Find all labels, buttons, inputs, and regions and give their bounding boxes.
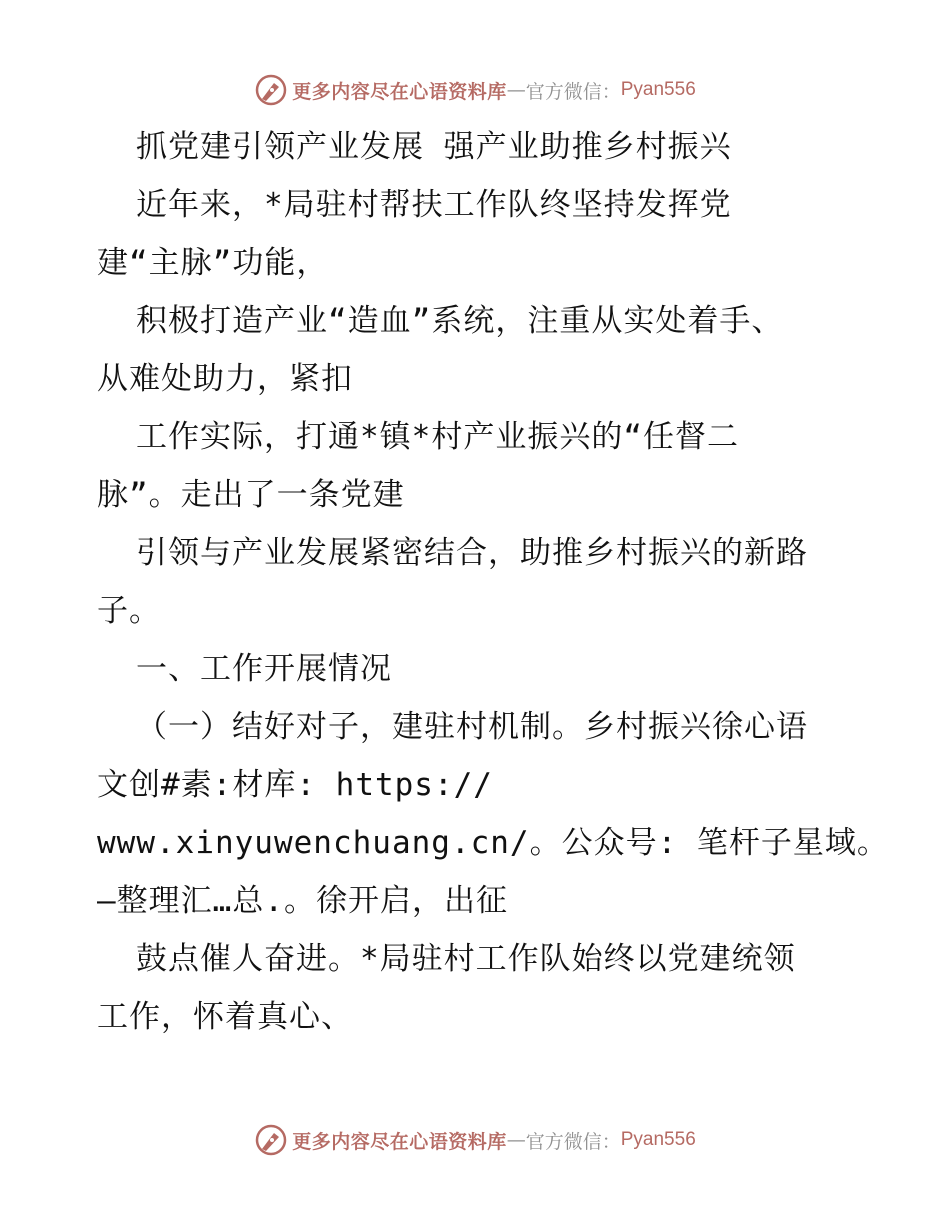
document-title: 抓党建引领产业发展 强产业助推乡村振兴 — [136, 129, 732, 165]
paragraph-line: www.xinyuwenchuang.cn/。公众号: 笔杆子星域。 — [97, 825, 889, 861]
paragraph-line: 建“主脉”功能， — [97, 245, 329, 281]
paragraph-line: 鼓点催人奋进。*局驻村工作队始终以党建统领 — [136, 941, 796, 977]
paragraph-line: 从难处助力，紧扣 — [97, 361, 353, 397]
watermark-separator: — — [506, 79, 526, 101]
paragraph-line: —整理汇…总.。徐开启，出征 — [97, 883, 508, 919]
watermark-text: 更多内容尽在心语资料库 — [292, 80, 507, 103]
section-heading: 一、工作开展情况 — [136, 651, 392, 687]
watermark-text: 更多内容尽在心语资料库 — [292, 1130, 507, 1153]
watermark-id: Pyan556 — [620, 1129, 696, 1150]
watermark-suffix: 官方微信： — [525, 1130, 621, 1153]
watermark-id: Pyan556 — [620, 79, 696, 100]
paragraph-line: 近年来，*局驻村帮扶工作队终坚持发挥党 — [136, 187, 732, 223]
paragraph-line: 工作，怀着真心、 — [97, 999, 353, 1035]
watermark-suffix: 官方微信： — [525, 80, 621, 103]
paragraph-line: 工作实际，打通*镇*村产业振兴的“任督二 — [136, 419, 739, 455]
paragraph-line: 脉”。走出了一条党建 — [97, 477, 405, 513]
paragraph-line: 引领与产业发展紧密结合，助推乡村振兴的新路 — [136, 535, 808, 571]
watermark-separator: — — [506, 1129, 526, 1151]
paragraph-line: （一）结好对子，建驻村机制。乡村振兴徐心语 — [136, 709, 808, 745]
watermark-banner-top — [0, 70, 950, 110]
watermark-banner-bottom — [0, 1120, 950, 1160]
paragraph-line: 文创#素:材库: https:// — [97, 767, 493, 803]
paragraph-line: 子。 — [97, 593, 161, 629]
pen-nib-circle-icon — [254, 1123, 288, 1157]
pen-nib-circle-icon — [254, 73, 288, 107]
paragraph-line: 积极打造产业“造血”系统，注重从实处着手、 — [136, 303, 784, 339]
